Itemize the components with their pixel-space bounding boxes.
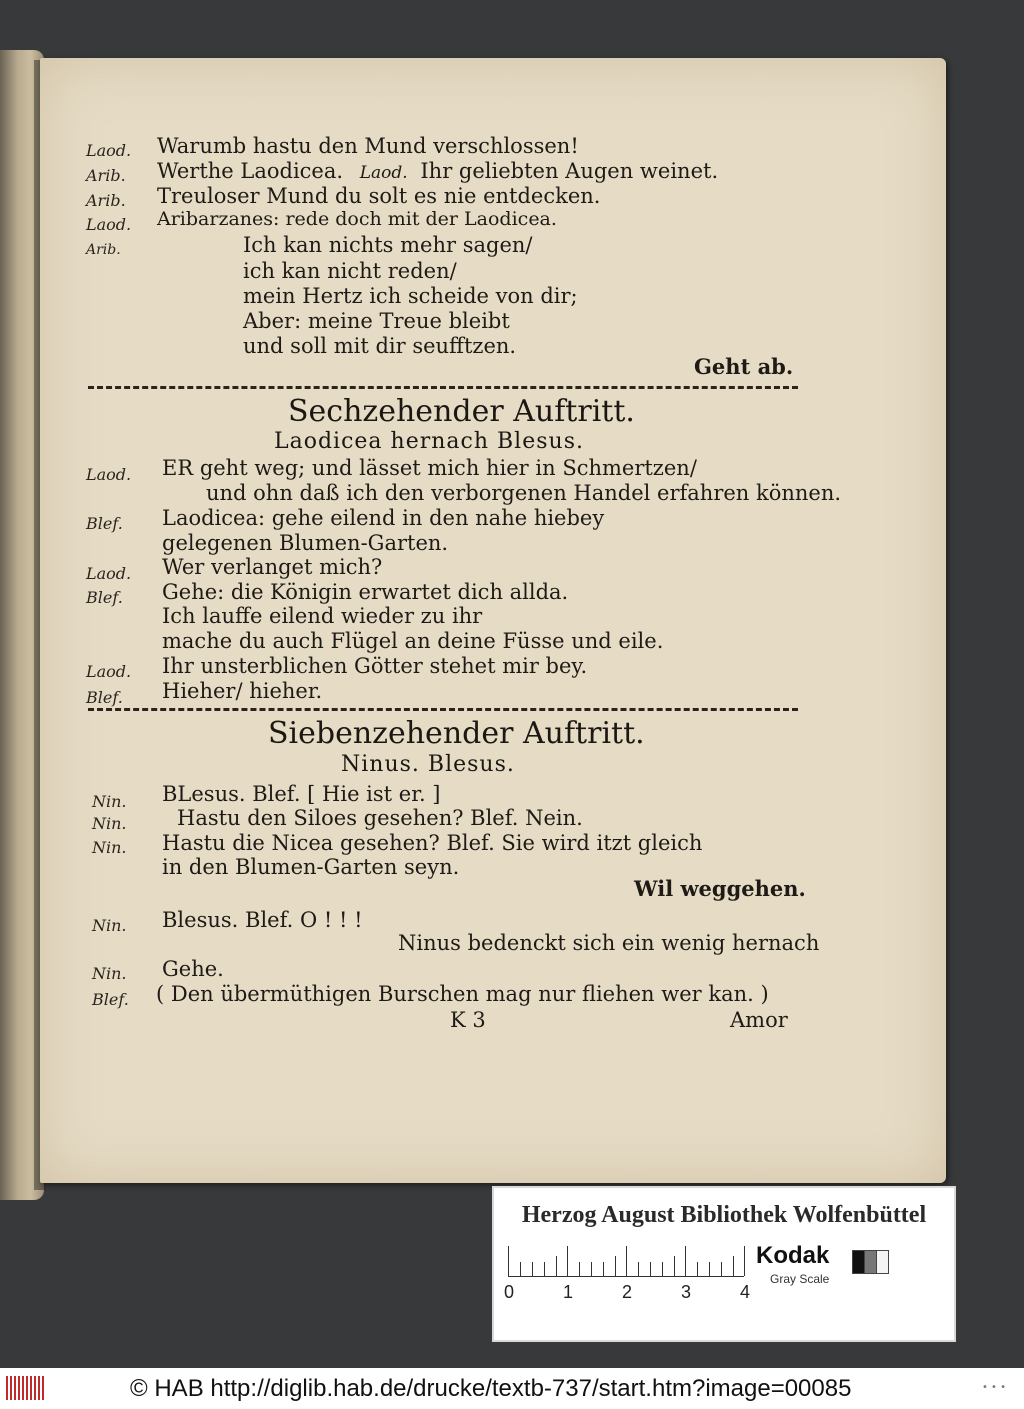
stage-direction: Geht ab. — [694, 354, 794, 379]
scale-number: 0 — [504, 1282, 515, 1302]
dialogue-line — [157, 159, 718, 183]
dialogue-text: Ihr geliebten Augen weinet. — [420, 159, 719, 183]
dialogue-line: ( Den übermüthigen Burschen mag nur fliehen wer kan. ) — [156, 982, 769, 1006]
gray-swatch — [876, 1250, 889, 1274]
verse-line: Ich kan nichts mehr sagen/ — [243, 233, 533, 257]
scale-tick — [520, 1262, 521, 1276]
kodak-logo: Kodak — [756, 1242, 830, 1269]
catchword: Amor — [730, 1008, 788, 1032]
speaker-label: Blef. — [92, 990, 129, 1009]
scale-number: 3 — [681, 1282, 692, 1302]
dialogue-line: in den Blumen-Garten seyn. — [162, 855, 460, 879]
library-caption — [492, 1186, 956, 1342]
scale-tick — [685, 1246, 686, 1276]
dialogue-line: Wer verlanget mich? — [162, 555, 383, 579]
library-name: Herzog August Bibliothek Wolfenbüttel — [521, 1202, 927, 1228]
inline-speaker: Laod. — [359, 163, 408, 183]
scale-tick — [591, 1262, 592, 1276]
copyright-link[interactable]: © HAB http://diglib.hab.de/drucke/textb-737/start.htm?image=00085 — [130, 1375, 852, 1402]
scale-number: 2 — [622, 1282, 633, 1302]
divider-rule — [88, 386, 798, 389]
scale-tick — [579, 1262, 580, 1276]
dialogue-line: Hieher/ hieher. — [162, 679, 323, 703]
scale-tick — [626, 1246, 627, 1276]
footer-bar — [0, 1368, 1024, 1409]
scale-tick — [567, 1246, 568, 1276]
stage-direction: Wil weggehen. — [634, 876, 806, 901]
speaker-label: Blef. — [86, 688, 123, 707]
scale-tick — [697, 1262, 698, 1276]
scale-number: 4 — [740, 1282, 751, 1302]
scale-ruler — [508, 1246, 744, 1277]
scale-tick — [721, 1262, 722, 1276]
scale-tick — [744, 1246, 745, 1276]
verse-line: Aber: meine Treue bleibt — [243, 309, 510, 333]
verse-line: mein Hertz ich scheide von dir; — [243, 284, 578, 308]
stage-direction: Ninus bedenckt sich ein wenig hernach — [398, 931, 820, 955]
dialogue-line: Warumb hastu den Mund verschlossen! — [157, 134, 579, 158]
dialogue-text: Werthe Laodicea. — [157, 159, 344, 183]
dialogue-line: Ich lauffe eilend wieder zu ihr — [162, 604, 483, 628]
dialogue-line: gelegenen Blumen-Garten. — [162, 531, 449, 555]
scene-title: Siebenzehender Auftritt. — [268, 716, 645, 751]
dialogue-line: Gehe: die Königin erwartet dich allda. — [162, 580, 569, 604]
scale-tick — [709, 1262, 710, 1276]
scale-tick — [615, 1256, 616, 1276]
scene-subtitle: Laodicea hernach Blesus. — [274, 429, 584, 454]
speaker-label: Laod. — [86, 465, 132, 484]
speaker-label: Nin. — [92, 964, 127, 983]
dialogue-line: Hastu den Siloes gesehen? Blef. Nein. — [177, 806, 583, 830]
scene-title: Sechzehender Auftritt. — [288, 394, 635, 429]
scale-tick — [532, 1262, 533, 1276]
dialogue-line: Hastu die Nicea gesehen? Blef. Sie wird itzt gleich — [162, 831, 703, 855]
speaker-label: Nin. — [92, 792, 127, 811]
speaker-label: Blef. — [86, 514, 123, 533]
book-page — [40, 58, 946, 1183]
speaker-label: Nin. — [92, 838, 127, 857]
scale-tick — [638, 1262, 639, 1276]
dialogue-line: und ohn daß ich den verborgenen Handel erfahren können. — [206, 481, 842, 505]
scale-tick — [733, 1256, 734, 1276]
scale-tick — [508, 1246, 509, 1276]
scale-number: 1 — [563, 1282, 574, 1302]
speaker-label: Laod. — [86, 215, 132, 234]
verse-line: und soll mit dir seufftzen. — [243, 334, 517, 358]
gray-scale-label: Gray Scale — [770, 1272, 830, 1286]
scale-tick — [674, 1256, 675, 1276]
speaker-label: Nin. — [92, 916, 127, 935]
signature-mark: K 3 — [450, 1008, 486, 1032]
speaker-label: Laod. — [86, 662, 132, 681]
barcode-icon — [6, 1376, 46, 1400]
scale-tick — [544, 1262, 545, 1276]
dialogue-line: BLesus. Blef. [ Hie ist er. ] — [162, 782, 441, 806]
scene-subtitle: Ninus. Blesus. — [341, 752, 515, 777]
ellipsis-icon: • • • — [981, 1382, 1006, 1393]
speaker-label: Laod. — [86, 141, 132, 160]
dialogue-line: Ihr unsterblichen Götter stehet mir bey. — [162, 654, 588, 678]
dialogue-line: Treuloser Mund du solt es nie entdecken. — [157, 184, 601, 208]
divider-rule — [88, 708, 798, 711]
verse-line: ich kan nicht reden/ — [243, 259, 457, 283]
scale-tick — [662, 1262, 663, 1276]
scale-tick — [556, 1256, 557, 1276]
speaker-label: Blef. — [86, 588, 123, 607]
speaker-label: Nin. — [92, 814, 127, 833]
speaker-label: Laod. — [86, 564, 132, 583]
dialogue-line: mache du auch Flügel an deine Füsse und eile. — [162, 629, 664, 653]
scale-tick — [603, 1262, 604, 1276]
dialogue-line: ER geht weg; und lässet mich hier in Schmertzen/ — [162, 456, 697, 480]
scale-tick — [650, 1262, 651, 1276]
dialogue-line: Aribarzanes: rede doch mit der Laodicea. — [157, 208, 557, 230]
speaker-label: Arib. — [86, 191, 126, 210]
dialogue-line: Laodicea: gehe eilend in den nahe hiebey — [162, 506, 605, 530]
dialogue-line: Gehe. — [162, 957, 224, 981]
dialogue-line: Blesus. Blef. O ! ! ! — [162, 908, 363, 932]
speaker-label: Arib. — [86, 242, 121, 258]
speaker-label: Arib. — [86, 166, 126, 185]
